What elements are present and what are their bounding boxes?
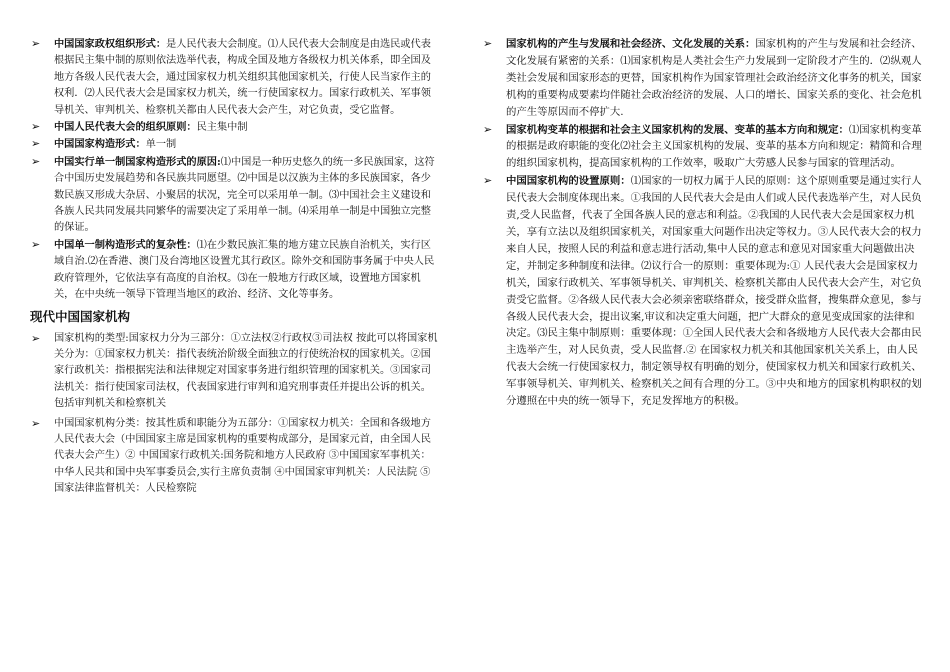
- bullet-arrow-icon: ➢: [31, 416, 41, 430]
- bullet-arrow-icon: ➢: [31, 37, 41, 50]
- item-heading: 中国国家政权组织形式：: [54, 38, 167, 50]
- bullet-arrow-icon: ➢: [483, 122, 493, 136]
- bullet-arrow-icon: ➢: [31, 120, 41, 134]
- bullet-arrow-icon: ➢: [31, 154, 41, 168]
- list-item: [30, 36, 438, 119]
- list-item: [30, 416, 438, 498]
- list-item: [482, 173, 922, 410]
- item-heading: 中国单一制构造形式的复杂性：: [54, 238, 197, 251]
- item-body: ⑴国家机构变革的根据是政府职能的变化⑵社会主义国家机构的发展、变革的基本方向和规定：精简和合理的组织国家机构，提高国家机构的工作效率，吸取广大劳感人民参与国家的管理活动。: [506, 123, 922, 170]
- list-item: [30, 331, 438, 413]
- item-body: 单一制: [145, 139, 177, 151]
- item-heading: 国家机构的产生与发展和社会经济、文化发展的关系：: [506, 38, 756, 50]
- item-body: 中国国家机构分类：按其性质和职能分为五部分：①国家权力机关：全国和各级地方人民代表大会（中国国家主席是国家机构的重要构成部分，是国家元首，由全国人民代表大会产生）② 中国国家行政机关:国务院和地方人民政府 ③中国国家军事机关：中华人民共和国中央军事委员会,实行主席负责制 ④中国国家审判机关：人民法院 ⑤国家法律监督机关：人民检察院: [54, 417, 431, 495]
- item-body: 国家机构的产生与发展和社会经济、文化发展有紧密的关系：⑴国家机构是人类社会生产力发展到一定阶段才产生的．⑵纵观人类社会发展和国家形态的更替，国家机构作为国家管理社会政治经济文化事务的机关，国家机构的重要构成要素均伴随社会政治经济的发展、人口的增长、国家关系的变化、社会危机的产生等原因而不停扩大.: [506, 38, 922, 118]
- left-column: [30, 36, 438, 498]
- item-heading: 中国国家构造形式：: [54, 138, 146, 151]
- item-body: ⑴在少数民族汇集的地方建立民族自治机关，实行区域自治.⑵在香港、澳门及台湾地区设置尤其行政区。除外交和国防事务属于中央人民政府管理外，它依法享有高度的自治权。⑶在一般地方行政区域，设置地方国家机关，在中央统一领导下管理当地区的政治、经济、文化等事务。: [54, 239, 435, 301]
- item-body: ⑴中国是一种历史悠久的统一多民族国家，这符合中国历史发展趋势和各民族共同愿望。⑵中国是以汉族为主体的多民族国家，各少数民族又形成大杂居、小聚居的状况，完全可以采用单一制。⑶中国社会主义建设和各族人民共同发展共同繁华的需要决定了采用单一制。⑷采用单一制是中国独立完整的保证。: [54, 156, 435, 234]
- list-item: [30, 237, 438, 304]
- list-item: [30, 154, 438, 237]
- item-body: 国家机构的类型:国家权力分为三部分：①立法权②行政权③司法权 按此可以将国家机关分为：①国家权力机关：指代表统治阶级全面独立的行使统治权的国家机关。②国家行政机关：指根据宪法和法律规定对国家事务进行组织管理的国家机关。③国家司法机关：指行使国家司法权，代表国家进行审判和追究刑事责任并提出公诉的机关。包括审判机关和检察机关: [54, 332, 438, 410]
- item-body: 是人民代表大会制度。⑴人民代表大会制度是由选民或代表根据民主集中制的原则依法选举代表，构成全国及地方各级权力机关体系，即全国及地方各级人民代表大会，通过国家权力机关组织其他国家机关，行使人民当家作主的权利．⑵人民代表大会是国家权力机关，统一行使国家权力。国家行政机关、军事领导机关、审判机关、检察机关都由人民代表大会产生，对它负责，受它监督。: [54, 39, 431, 116]
- bullet-arrow-icon: ➢: [483, 174, 493, 188]
- item-body: 民主集中制: [196, 122, 248, 134]
- list-item: [482, 36, 922, 121]
- right-column: [482, 36, 922, 410]
- item-body: ⑴国家的一切权力属于人民的原则：这个原则重要是通过实行人民代表大会制度体现出来。①我国的人民代表大会是由人们或人民代表选举产生，对人民负责,受人民监督，代表了全国各族人民的意志和利益。②我国的人民代表大会是国家权力机关，享有立法以及组织国家机关，对国家重大问题作出决定等权力。③人民代表大会的权力来自人民，按照人民的利益和意志进行活动,集中人民的意志和意见对国家重大问题做出决定，并制定多种制度和法律。⑵议行合一的原则：重要体现为:① 人民代表大会是国家权力机关，国家行政机关、军事领导机关、审判机关、检察机关都由人民代表大会产生，对它负责受它监督。②各级人民代表大会必须亲密联络群众，接受群众监督，搜集群众意见，参与各级人民代表大会，提出议案,审议和决定重大问题，把广大群众的意见变成国家的法律和决定。⑶民主集中制原则：重要体现：①全国人民代表大会和各级地方人民代表大会都由民主选举产生，对人民负责，受人民监督.② 在国家权力机关和其他国家机关关系上，由人民代表大会统一行使国家权力，制定领导权有明确的划分，使国家权力机关和国家行政机关、军事领导机关、审判机关、检察机关之间有合理的分工。③中央和地方的国家机构职权的划分遵照在中央的统一领导下，充足发挥地方的积极。: [506, 175, 922, 408]
- list-item: [30, 136, 438, 153]
- item-heading: 中国人民代表大会的组织原则：: [54, 121, 197, 134]
- list-item: [482, 122, 922, 173]
- item-heading: 中国实行单一制国家构造形式的原因:: [54, 155, 221, 168]
- list-item: [30, 119, 438, 136]
- bullet-arrow-icon: ➢: [483, 37, 493, 50]
- bullet-arrow-icon: ➢: [31, 331, 41, 345]
- bullet-arrow-icon: ➢: [31, 237, 41, 251]
- item-heading: 中国国家机构的设置原则：: [506, 175, 631, 188]
- item-heading: 国家机构变革的根据和社会主义国家机构的发展、变革的基本方向和规定：: [506, 123, 849, 136]
- bullet-arrow-icon: ➢: [31, 137, 41, 151]
- section-title: 现代中国国家机构: [30, 308, 131, 324]
